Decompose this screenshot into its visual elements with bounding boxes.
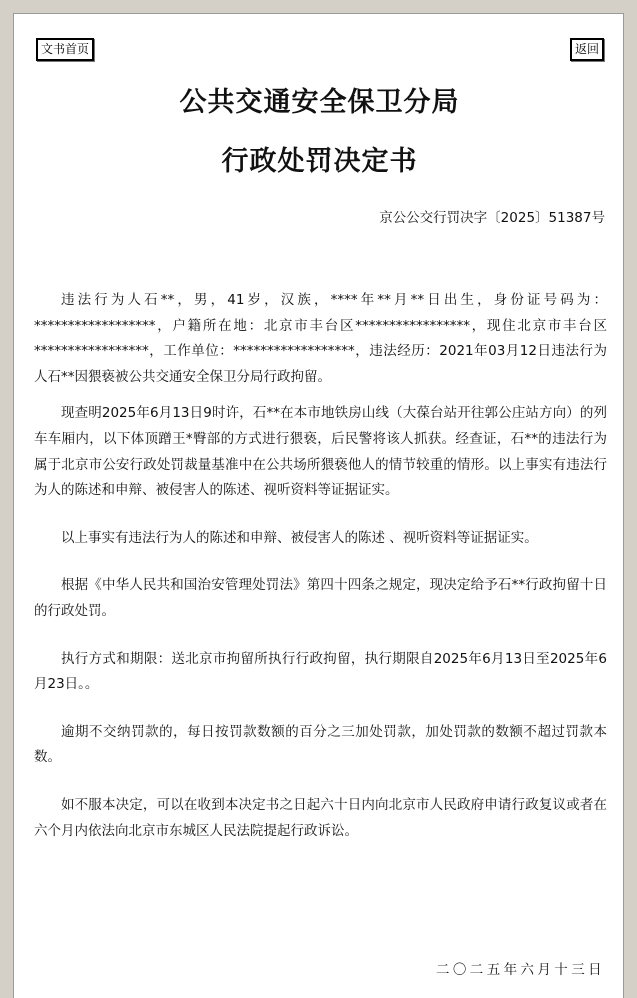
paragraph-late-fine: 逾期不交纳罚款的，每日按罚款数额的百分之三加处罚款，加处罚款的数额不超过罚款本数。 <box>34 723 607 766</box>
document-type-title: 行政处罚决定书 <box>221 146 418 177</box>
decision-date: 二〇二五年六月十三日 <box>436 962 605 978</box>
document-body <box>34 288 607 866</box>
paragraph-offender-info: 违法行为人石**，男，41岁，汉族，****年**月**日出生，身份证号码为：******************，户籍所在地：北京市丰台区*****************，现住北京市丰台区*****************，工作单位：******************，违法经历：2021年03月12日违法行为人石**因猥亵被公共交通安全保卫分局行政拘留。 <box>34 292 607 385</box>
document-page <box>13 13 624 998</box>
back-button[interactable]: 返回 <box>570 38 604 61</box>
paragraph-facts: 现查明2025年6月13日9时许，石**在本市地铁房山线（大葆台站开往郭公庄站方向）的列车车厢内，以下体顶蹭王*臀部的方式进行猥亵，后民警将该人抓获。经查证，石**的违法行为属于北京市公安行政处罚裁量基准中在公共场所猥亵他人的情节较重的情形。以上事实有违法行为人的陈述和申辩、被侵害人的陈述、视听资料等证据证实。 <box>34 405 607 499</box>
document-number: 京公公交行罚决字〔2025〕51387号 <box>379 210 605 226</box>
agency-title: 公共交通安全保卫分局 <box>179 87 460 118</box>
paragraph-legal-basis: 根据《中华人民共和国治安管理处罚法》第四十四条之规定，现决定给予石**行政拘留十日的行政处罚。 <box>34 577 607 619</box>
home-button[interactable]: 文书首页 <box>36 38 94 61</box>
paragraph-appeal: 如不服本决定，可以在收到本决定书之日起六十日内向北京市人民政府申请行政复议或者在六个月内依法向北京市东城区人民法院提起行政诉讼。 <box>34 796 607 839</box>
paragraph-execution: 执行方式和期限：送北京市拘留所执行行政拘留，执行期限自2025年6月13日至2025年6月23日。。 <box>34 650 607 693</box>
paragraph-evidence: 以上事实有违法行为人的陈述和申辩、被侵害人的陈述 、视听资料等证据证实。 <box>61 529 538 546</box>
